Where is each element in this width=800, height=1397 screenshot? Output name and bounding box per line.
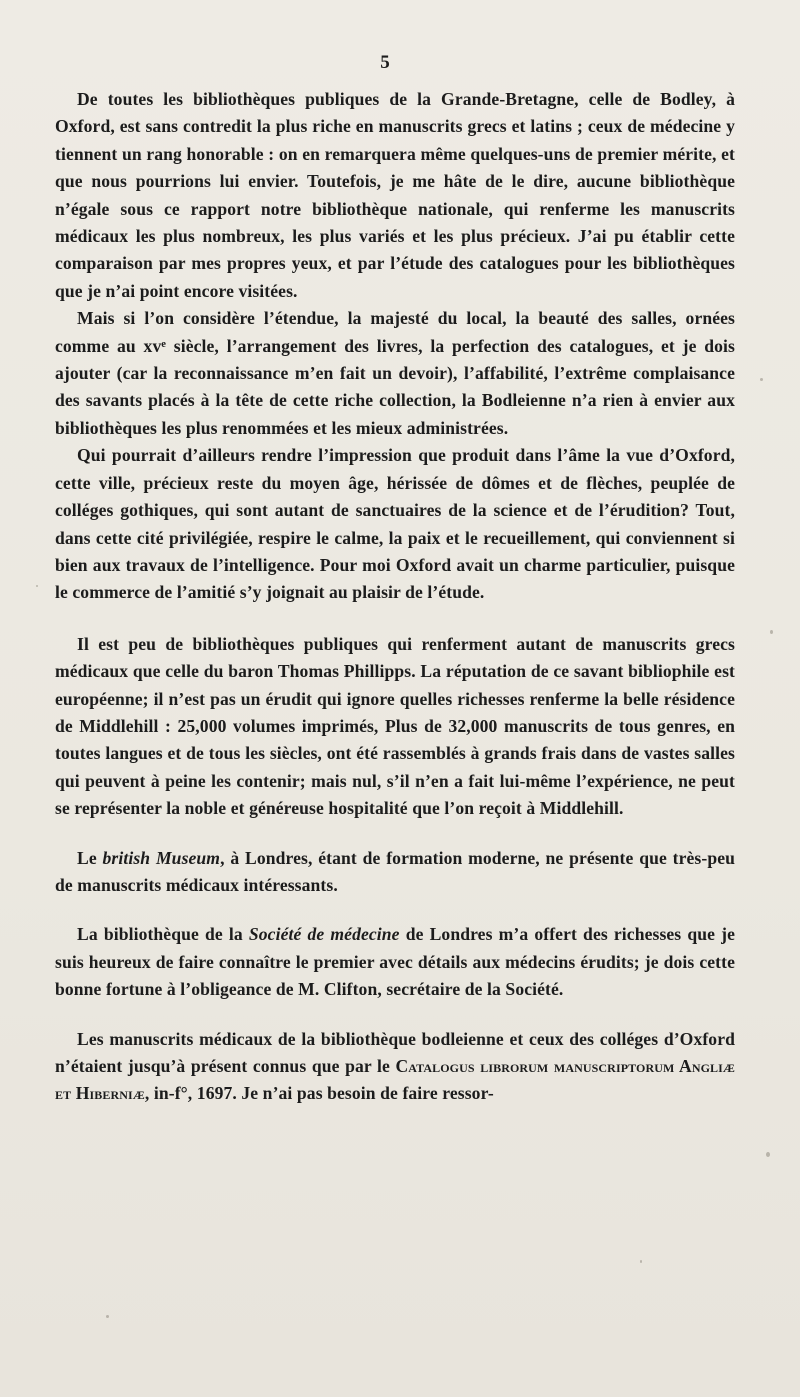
paper-speck [640, 1260, 642, 1263]
catalogus-title: Catalogus librorum manuscriptorum Angliæ et Hiberniæ [55, 1056, 736, 1104]
british-museum-italic: british Museum [102, 847, 221, 868]
british-museum-before: Le [77, 847, 103, 868]
paper-speck [106, 1315, 109, 1318]
paragraph-bodleienne-praise: Mais si l’on considère l’étendue, la majesté du local, la beauté des salles, ornées comme au xvᵉ siècle, l’arrangement des livres, la perfection des catalogues, et je dois ajouter (car la reconnaissance m’en fait un devoir), l’affabilité, l’extrême complaisance des savants placés à la tête de cette riche collection, la Bodleienne n’a rien à envier aux bibliothèques les plus renommées et les mieux administrées. [55, 308, 735, 438]
catalogus-before: Les manuscrits médicaux de la bibliothèque bodleienne et ceux des colléges d’Oxford n’étaient jusqu’à présent connus que par le [55, 1028, 735, 1076]
paragraph-bodleian: De toutes les bibliothèques publiques de la Grande-Bretagne, celle de Bodley, à Oxford, est sans contredit la plus riche en manuscrits grecs et latins ; ceux de médecine y tiennent un rang honorable : on en remarquera même quelques-uns de premier mérite, et que nous pourrions lui envier. Toutefois, je me hâte de le dire, aucune bibliothèque n’égale sous ce rapport notre bibliothèque nationale, qui renferme les manuscrits médicaux les plus nombreux, les plus variés et les plus précieux. J’ai pu établir cette comparaison par mes propres yeux, et par l’étude des catalogues pour les bibliothèques que je n’ai point encore visitées. [55, 89, 735, 301]
catalogus-after: , in-f°, 1697. Je n’ai pas besoin de faire ressor- [144, 1083, 494, 1104]
societe-before: La bibliothèque de la [77, 924, 249, 945]
paper-speck [36, 585, 38, 587]
paragraph-british-museum [55, 845, 735, 900]
paper-speck [770, 630, 773, 634]
societe-after: de Londres m’a offert des richesses que je suis heureux de faire connaître le premier avec détails aux médecins érudits; je dois cette bonne fortune à l’obligeance de M. Clifton, secrétaire de la Société. [55, 924, 736, 1000]
body-text [55, 86, 735, 1108]
paper-speck [760, 378, 763, 381]
paper-speck [766, 1152, 770, 1157]
paragraph-societe-medecine [55, 921, 735, 1003]
page-number: 5 [380, 52, 390, 73]
british-museum-after: , à Londres, étant de formation moderne, ne présente que très-peu de manuscrits médicaux intéressants. [55, 847, 736, 895]
paragraph-phillipps: Il est peu de bibliothèques publiques qui renferment autant de manuscrits grecs médicaux que celle du baron Thomas Phillipps. La réputation de ce savant bibliophile est européenne; il n’est pas un érudit qui ignore quelles richesses renferme la belle résidence de Middlehill : 25,000 volumes imprimés, Plus de 32,000 manuscrits de tous genres, en toutes langues et de tous les siècles, ont été rassemblés à grands frais dans de vastes salles qui peuvent à peine les contenir; mais nul, s’il n’en a fait lui-même l’expérience, ne peut se représenter la noble et généreuse hospitalité que l’on reçoit à Middlehill. [55, 633, 735, 819]
societe-italic: Société de médecine [248, 924, 400, 945]
paragraph-catalogus [55, 1026, 735, 1108]
paragraph-oxford: Qui pourrait d’ailleurs rendre l’impression que produit dans l’âme la vue d’Oxford, cette ville, précieux reste du moyen âge, hérissée de dômes et de flèches, peuplée de colléges gothiques, qui sont autant de sanctuaires de la science et de l’érudition? Tout, dans cette cité privilégiée, respire le calme, la paix et le recueillement, qui conviennent si bien aux travaux de l’intelligence. Pour moi Oxford avait un charme particulier, puisque le commerce de l’amitié s’y joignait au plaisir de l’étude. [55, 445, 735, 603]
